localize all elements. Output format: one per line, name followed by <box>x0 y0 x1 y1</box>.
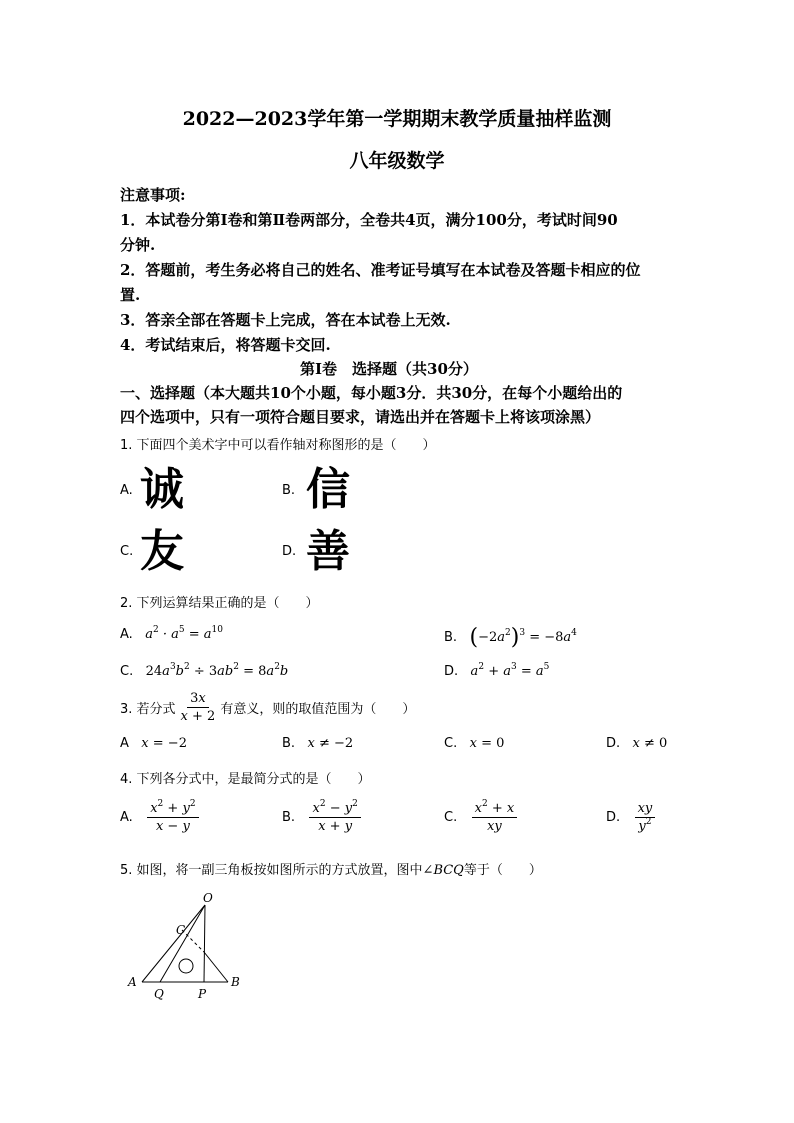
q2-option-d <box>444 664 549 679</box>
point-label-q: Q <box>154 987 164 1001</box>
question-2-stem: 2. 下列运算结果正确的是（ ） <box>120 596 319 611</box>
q2-option-a <box>120 627 223 642</box>
note-4: 4．考试结束后，将答题卡交回. <box>120 336 331 354</box>
note-2b: 置. <box>120 286 141 304</box>
note-2a: 2．答题前，考生务必将自己的姓名、准考证号填写在本试卷及答题卡相应的位 <box>120 261 641 279</box>
q2-option-d-label: D. <box>444 664 459 679</box>
q2-option-c <box>120 664 288 679</box>
q3-stem-post: 有意义，则的取值范围为（ ） <box>220 702 416 717</box>
line-PB-hyp <box>204 952 228 982</box>
q1-option-b-char: 信 <box>306 464 350 515</box>
q1-option-a-label: A. <box>120 483 133 498</box>
q1-option-c-char: 友 <box>140 526 184 577</box>
q1-option-b-label: B. <box>282 483 296 498</box>
q1-option-d-label: D. <box>282 544 297 559</box>
question-3-stem <box>120 690 415 725</box>
point-label-c: C <box>176 923 186 937</box>
q1-option-c-label: C. <box>120 544 134 559</box>
question-1-stem: 1. 下面四个美术字中可以看作轴对称图形的是（ ） <box>120 438 436 453</box>
section-instruction-a: 一、选择题（本大题共10个小题，每小题3分．共30分，在每个小题给出的 <box>120 384 623 402</box>
question-4-stem: 4. 下列各分式中，是最简分式的是（ ） <box>120 772 371 787</box>
q2-option-b-expr: $(-2a^2)^3 = -8a^4$ <box>469 625 577 650</box>
q2-option-c-label: C. <box>120 664 134 679</box>
q3-option-c: C. x = 0 <box>444 736 505 751</box>
q5-stem-angle: ∠BCQ <box>422 863 464 878</box>
line-C-dashed <box>182 930 204 952</box>
point-label-o: O <box>203 891 213 905</box>
q4-option-c: C. $\frac{x^2 + x}{xy}$ <box>444 800 519 835</box>
page-title: 2022—2023学年第一学期期末教学质量抽样监测 <box>182 108 612 130</box>
point-label-a: A <box>128 975 137 989</box>
note-3: 3．答亲全部在答题卡上完成，答在本试卷上无效. <box>120 311 451 329</box>
line-OP <box>204 905 205 982</box>
q1-option-d-char: 善 <box>306 526 350 577</box>
q3-option-d: D. x ≠ 0 <box>606 736 668 751</box>
q3-option-b-label: B. <box>282 736 296 751</box>
triangle-hole-circle <box>179 959 193 973</box>
q3-option-b: B. x ≠ −2 <box>282 736 354 751</box>
q3-option-a: A x = −2 <box>120 736 187 751</box>
q2-option-b-label: B. <box>444 630 458 645</box>
line-OB <box>205 905 228 982</box>
note-1b: 分钟. <box>120 236 156 254</box>
q2-option-a-label: A. <box>120 627 133 642</box>
q4-option-b-label: B. <box>282 810 296 825</box>
q4-option-a-label: A. <box>120 810 133 825</box>
section-instruction-b: 四个选项中，只有一项符合题目要求，请选出并在答题卡上将该项涂黑） <box>120 408 601 426</box>
page-subtitle: 八年级数学 <box>349 150 445 172</box>
q1-option-a-char: 诚 <box>140 464 184 515</box>
section-title: 第Ⅰ卷 选择题（共30分） <box>300 360 478 378</box>
q4-option-d: D. $\frac{xy}{y^2}$ <box>606 800 657 835</box>
q2-option-d-expr: $a^2 + a^3 = a^5$ <box>462 662 550 679</box>
q4-option-d-label: D. <box>606 810 621 825</box>
q5-stem-post: 等于（ ） <box>463 863 542 878</box>
question-5-stem <box>120 859 542 878</box>
q4-option-a: A. $\frac{x^2 + y^2}{x - y}$ <box>120 800 201 835</box>
q3-fraction: $\frac{3x}{x + 2}$ <box>180 691 216 724</box>
q3-option-c-label: C. <box>444 736 458 751</box>
q2-option-c-expr: $24a^3b^2 \div 3ab^2 = 8a^2b$ <box>145 662 289 679</box>
q3-option-a-label: A <box>120 736 129 751</box>
q2-option-a-expr: $a^2 \cdot a^5 = a^{10}$ <box>136 625 223 642</box>
point-label-p: P <box>198 987 207 1001</box>
q4-option-b: B. $\frac{x^2 - y^2}{x + y}$ <box>282 800 363 835</box>
q2-option-b <box>444 625 577 650</box>
q5-triangle-figure <box>120 890 260 1005</box>
q5-stem-pre: 5. 如图，将一副三角板按如图所示的方式放置，图中 <box>120 863 423 878</box>
note-1a: 1．本试卷分第Ⅰ卷和第Ⅱ卷两部分，全卷共4页，满分100分，考试时间90 <box>120 211 618 229</box>
notes-heading: 注意事项: <box>120 186 186 204</box>
q4-option-c-label: C. <box>444 810 458 825</box>
point-label-b: B <box>231 975 240 989</box>
line-OQ <box>160 905 205 982</box>
q3-stem-pre: 3. 若分式 <box>120 702 176 717</box>
q3-option-d-label: D. <box>606 736 621 751</box>
